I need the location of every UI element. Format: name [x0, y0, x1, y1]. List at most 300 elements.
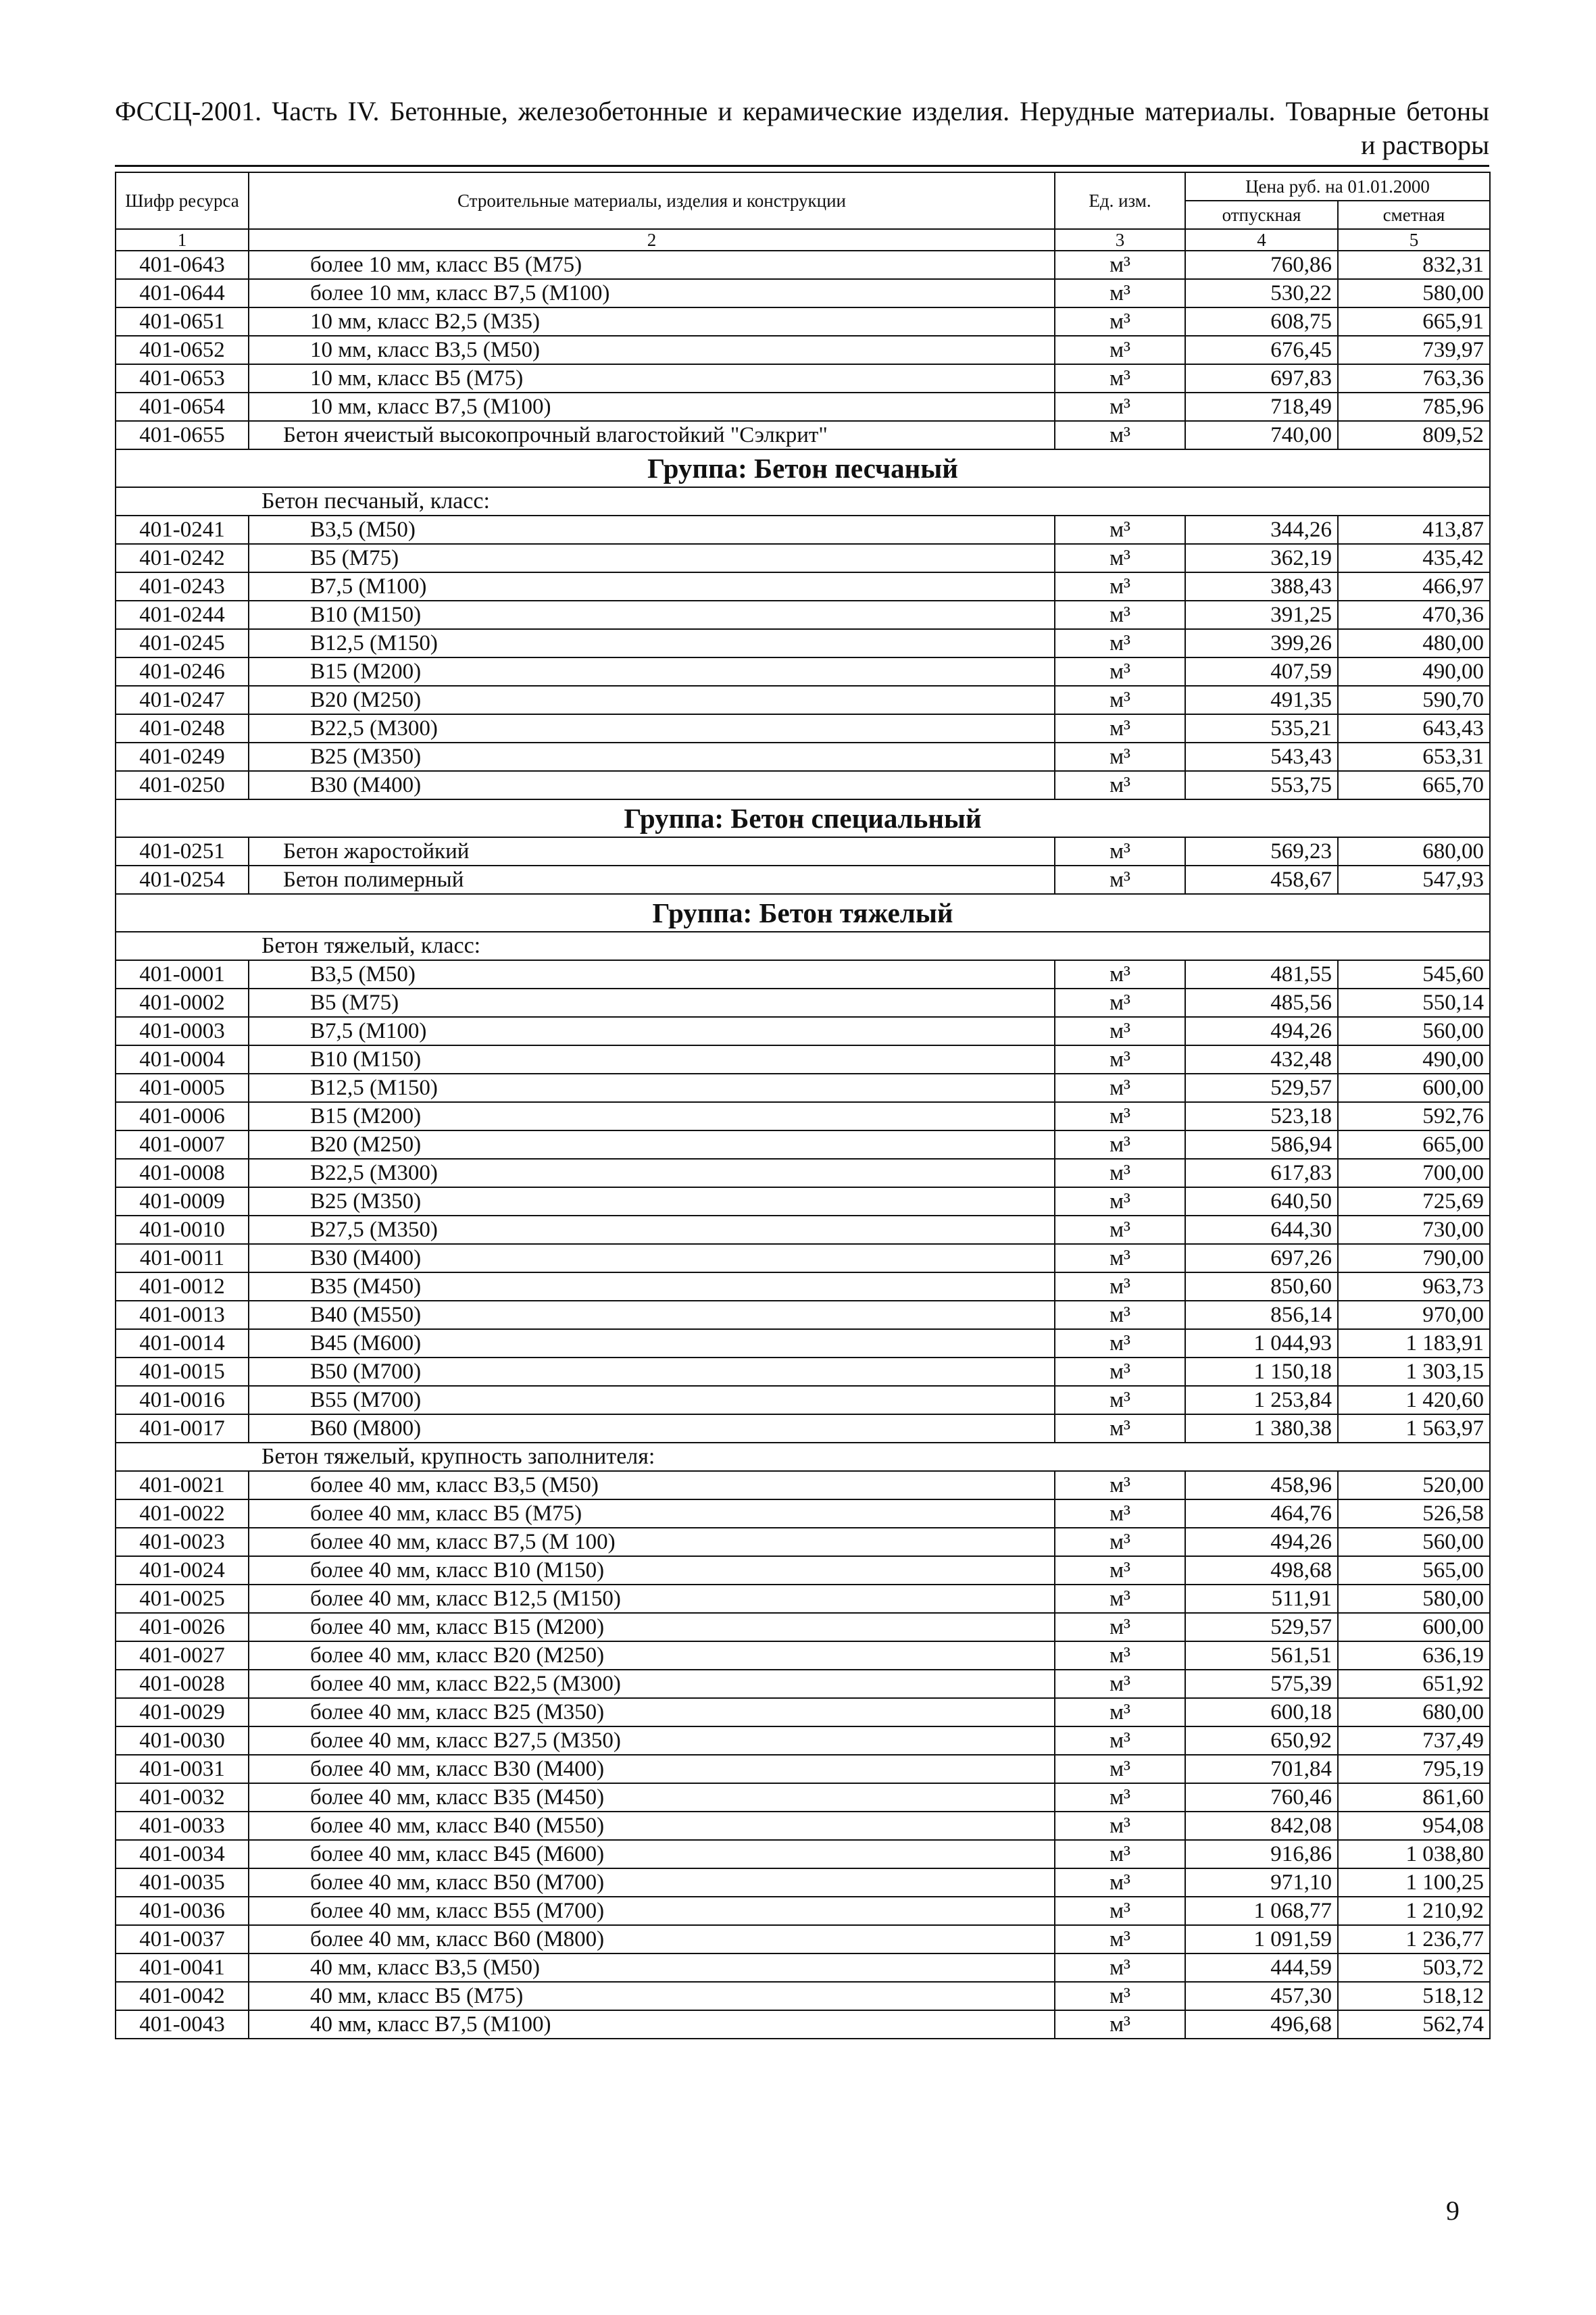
table-header: [116, 172, 1490, 251]
cell-unit: м³: [1055, 1953, 1185, 1982]
cell-estimate-price: 737,49: [1338, 1726, 1490, 1755]
cell-name: В5 (М75): [249, 544, 1055, 572]
table-row: [116, 1698, 1490, 1726]
cell-estimate-price: 700,00: [1338, 1159, 1490, 1187]
cell-estimate-price: 435,42: [1338, 544, 1490, 572]
cell-name: более 40 мм, класс В35 (М450): [249, 1783, 1055, 1812]
cell-name: более 40 мм, класс В3,5 (М50): [249, 1471, 1055, 1499]
cell-name: В7,5 (М100): [249, 1017, 1055, 1045]
cell-name: 10 мм, класс В5 (М75): [249, 364, 1055, 393]
cell-estimate-price: 651,92: [1338, 1670, 1490, 1698]
cell-release-price: 458,96: [1185, 1471, 1338, 1499]
cell-release-price: 535,21: [1185, 714, 1338, 743]
table-row: [116, 714, 1490, 743]
cell-release-price: 644,30: [1185, 1216, 1338, 1244]
cell-name: более 40 мм, класс В55 (М700): [249, 1897, 1055, 1925]
group-heading: Группа: Бетон специальный: [116, 799, 1490, 837]
cell-release-price: 650,92: [1185, 1726, 1338, 1755]
cell-estimate-price: 785,96: [1338, 393, 1490, 421]
subheading-row: [116, 1443, 1490, 1471]
cell-code: 401-0024: [116, 1556, 249, 1585]
cell-estimate-price: 490,00: [1338, 1045, 1490, 1074]
cell-release-price: 553,75: [1185, 771, 1338, 799]
cell-unit: м³: [1055, 1329, 1185, 1358]
cell-unit: м³: [1055, 307, 1185, 336]
page-header: [115, 95, 1489, 162]
cell-unit: м³: [1055, 1641, 1185, 1670]
group-heading-row: [116, 894, 1490, 932]
table-body: [116, 251, 1490, 2039]
cell-estimate-price: 954,08: [1338, 1812, 1490, 1840]
table-row: [116, 1556, 1490, 1585]
table-row: [116, 1272, 1490, 1301]
cell-code: 401-0033: [116, 1812, 249, 1840]
cell-name: 40 мм, класс В7,5 (М100): [249, 2010, 1055, 2039]
col-number: 1: [116, 229, 249, 251]
cell-name: В12,5 (М150): [249, 629, 1055, 657]
cell-estimate-price: 1 303,15: [1338, 1358, 1490, 1386]
cell-code: 401-0043: [116, 2010, 249, 2039]
cell-code: 401-0017: [116, 1414, 249, 1443]
cell-code: 401-0004: [116, 1045, 249, 1074]
table-row: [116, 771, 1490, 799]
cell-unit: м³: [1055, 1499, 1185, 1528]
cell-unit: м³: [1055, 1556, 1185, 1585]
cell-code: 401-0021: [116, 1471, 249, 1499]
table-row: [116, 1159, 1490, 1187]
table-row: [116, 393, 1490, 421]
cell-name: В35 (М450): [249, 1272, 1055, 1301]
cell-release-price: 464,76: [1185, 1499, 1338, 1528]
cell-unit: м³: [1055, 1982, 1185, 2010]
cell-code: 401-0651: [116, 307, 249, 336]
table-row: [116, 251, 1490, 279]
cell-release-price: 391,25: [1185, 601, 1338, 629]
table-row: [116, 1613, 1490, 1641]
cell-code: 401-0654: [116, 393, 249, 421]
cell-release-price: 511,91: [1185, 1585, 1338, 1613]
table-row: [116, 1670, 1490, 1698]
subheading: Бетон песчаный, класс:: [116, 487, 1490, 516]
cell-unit: м³: [1055, 743, 1185, 771]
cell-code: 401-0034: [116, 1840, 249, 1868]
cell-code: 401-0011: [116, 1244, 249, 1272]
cell-unit: м³: [1055, 516, 1185, 544]
cell-code: 401-0246: [116, 657, 249, 686]
cell-unit: м³: [1055, 1301, 1185, 1329]
table-row: [116, 743, 1490, 771]
cell-estimate-price: 963,73: [1338, 1272, 1490, 1301]
cell-name: более 40 мм, класс В45 (М600): [249, 1840, 1055, 1868]
cell-name: 10 мм, класс В2,5 (М35): [249, 307, 1055, 336]
cell-unit: м³: [1055, 1130, 1185, 1159]
table-row: [116, 1102, 1490, 1130]
cell-release-price: 718,49: [1185, 393, 1338, 421]
cell-name: В15 (М200): [249, 1102, 1055, 1130]
cell-release-price: 457,30: [1185, 1982, 1338, 2010]
cell-code: 401-0006: [116, 1102, 249, 1130]
table-row: [116, 336, 1490, 364]
table-row: [116, 364, 1490, 393]
cell-release-price: 529,57: [1185, 1074, 1338, 1102]
table-row: [116, 1329, 1490, 1358]
cell-unit: м³: [1055, 1159, 1185, 1187]
cell-release-price: 407,59: [1185, 657, 1338, 686]
cell-code: 401-0042: [116, 1982, 249, 2010]
cell-code: 401-0001: [116, 960, 249, 989]
cell-code: 401-0030: [116, 1726, 249, 1755]
cell-estimate-price: 592,76: [1338, 1102, 1490, 1130]
cell-unit: м³: [1055, 1272, 1185, 1301]
cell-release-price: 856,14: [1185, 1301, 1338, 1329]
cell-name: В55 (М700): [249, 1386, 1055, 1414]
cell-code: 401-0655: [116, 421, 249, 449]
cell-release-price: 388,43: [1185, 572, 1338, 601]
cell-name: более 10 мм, класс В5 (М75): [249, 251, 1055, 279]
col-release-header: отпускная: [1185, 201, 1338, 229]
cell-unit: м³: [1055, 629, 1185, 657]
cell-name: более 40 мм, класс В5 (М75): [249, 1499, 1055, 1528]
cell-release-price: 701,84: [1185, 1755, 1338, 1783]
cell-unit: м³: [1055, 837, 1185, 866]
subheading-row: [116, 932, 1490, 960]
cell-estimate-price: 560,00: [1338, 1017, 1490, 1045]
cell-code: 401-0644: [116, 279, 249, 307]
cell-code: 401-0247: [116, 686, 249, 714]
cell-unit: м³: [1055, 1783, 1185, 1812]
cell-code: 401-0031: [116, 1755, 249, 1783]
cell-code: 401-0643: [116, 251, 249, 279]
table-row: [116, 1953, 1490, 1982]
cell-release-price: 1 380,38: [1185, 1414, 1338, 1443]
table-row: [116, 1074, 1490, 1102]
cell-unit: м³: [1055, 1045, 1185, 1074]
cell-name: более 40 мм, класс В50 (М700): [249, 1868, 1055, 1897]
cell-unit: м³: [1055, 1216, 1185, 1244]
cell-name: В30 (М400): [249, 771, 1055, 799]
cell-code: 401-0250: [116, 771, 249, 799]
table-row: [116, 1755, 1490, 1783]
cell-code: 401-0248: [116, 714, 249, 743]
cell-code: 401-0009: [116, 1187, 249, 1216]
table-row: [116, 960, 1490, 989]
group-heading-row: [116, 799, 1490, 837]
cell-estimate-price: 413,87: [1338, 516, 1490, 544]
col-number: 4: [1185, 229, 1338, 251]
cell-estimate-price: 1 563,97: [1338, 1414, 1490, 1443]
cell-name: В3,5 (М50): [249, 516, 1055, 544]
cell-release-price: 676,45: [1185, 336, 1338, 364]
cell-name: Бетон ячеистый высокопрочный влагостойкий "Сэлкрит": [249, 421, 1055, 449]
table-row: [116, 1414, 1490, 1443]
cell-unit: м³: [1055, 544, 1185, 572]
cell-estimate-price: 600,00: [1338, 1613, 1490, 1641]
cell-estimate-price: 565,00: [1338, 1556, 1490, 1585]
cell-unit: м³: [1055, 1812, 1185, 1840]
cell-code: 401-0251: [116, 837, 249, 866]
table-row: [116, 629, 1490, 657]
cell-estimate-price: 545,60: [1338, 960, 1490, 989]
cell-release-price: 561,51: [1185, 1641, 1338, 1670]
cell-name: В50 (М700): [249, 1358, 1055, 1386]
cell-release-price: 1 068,77: [1185, 1897, 1338, 1925]
table-row: [116, 307, 1490, 336]
cell-release-price: 760,46: [1185, 1783, 1338, 1812]
col-number: 5: [1338, 229, 1490, 251]
cell-estimate-price: 1 100,25: [1338, 1868, 1490, 1897]
cell-unit: м³: [1055, 572, 1185, 601]
cell-code: 401-0023: [116, 1528, 249, 1556]
table-row: [116, 866, 1490, 894]
cell-unit: м³: [1055, 2010, 1185, 2039]
cell-code: 401-0015: [116, 1358, 249, 1386]
cell-release-price: 1 044,93: [1185, 1329, 1338, 1358]
group-heading-row: [116, 449, 1490, 487]
cell-name: более 40 мм, класс В10 (М150): [249, 1556, 1055, 1585]
cell-unit: м³: [1055, 279, 1185, 307]
cell-code: 401-0029: [116, 1698, 249, 1726]
cell-estimate-price: 526,58: [1338, 1499, 1490, 1528]
cell-estimate-price: 763,36: [1338, 364, 1490, 393]
table-row: [116, 1244, 1490, 1272]
cell-name: В30 (М400): [249, 1244, 1055, 1272]
table-row: [116, 1471, 1490, 1499]
cell-code: 401-0243: [116, 572, 249, 601]
table-row: [116, 1216, 1490, 1244]
cell-estimate-price: 550,14: [1338, 989, 1490, 1017]
cell-unit: м³: [1055, 601, 1185, 629]
cell-estimate-price: 653,31: [1338, 743, 1490, 771]
cell-unit: м³: [1055, 686, 1185, 714]
cell-name: более 40 мм, класс В7,5 (М 100): [249, 1528, 1055, 1556]
table-row: [116, 572, 1490, 601]
cell-code: 401-0245: [116, 629, 249, 657]
cell-estimate-price: 480,00: [1338, 629, 1490, 657]
header-title-line1: ФССЦ-2001. Часть IV. Бетонные, железобетонные и керамические изделия. Нерудные материалы. Товарные бетоны: [115, 96, 1489, 126]
table-row: [116, 1130, 1490, 1159]
table-row: [116, 1982, 1490, 2010]
cell-unit: м³: [1055, 251, 1185, 279]
cell-release-price: 575,39: [1185, 1670, 1338, 1698]
cell-unit: м³: [1055, 1755, 1185, 1783]
cell-name: В12,5 (М150): [249, 1074, 1055, 1102]
cell-estimate-price: 795,19: [1338, 1755, 1490, 1783]
table-row: [116, 1528, 1490, 1556]
cell-release-price: 760,86: [1185, 251, 1338, 279]
cell-unit: м³: [1055, 1840, 1185, 1868]
cell-unit: м³: [1055, 771, 1185, 799]
cell-code: 401-0028: [116, 1670, 249, 1698]
col-unit-header: Ед. изм.: [1055, 172, 1185, 229]
table-row: [116, 1897, 1490, 1925]
cell-name: В5 (М75): [249, 989, 1055, 1017]
cell-code: 401-0249: [116, 743, 249, 771]
cell-release-price: 485,56: [1185, 989, 1338, 1017]
cell-code: 401-0027: [116, 1641, 249, 1670]
cell-unit: м³: [1055, 1868, 1185, 1897]
cell-estimate-price: 518,12: [1338, 1982, 1490, 2010]
cell-name: В3,5 (М50): [249, 960, 1055, 989]
cell-estimate-price: 861,60: [1338, 1783, 1490, 1812]
cell-unit: м³: [1055, 393, 1185, 421]
cell-unit: м³: [1055, 1471, 1185, 1499]
cell-name: 40 мм, класс В3,5 (М50): [249, 1953, 1055, 1982]
cell-release-price: 543,43: [1185, 743, 1338, 771]
table-row: [116, 279, 1490, 307]
cell-name: В45 (М600): [249, 1329, 1055, 1358]
cell-release-price: 617,83: [1185, 1159, 1338, 1187]
cell-estimate-price: 490,00: [1338, 657, 1490, 686]
cell-release-price: 498,68: [1185, 1556, 1338, 1585]
cell-code: 401-0014: [116, 1329, 249, 1358]
cell-code: 401-0013: [116, 1301, 249, 1329]
cell-unit: м³: [1055, 336, 1185, 364]
group-heading: Группа: Бетон песчаный: [116, 449, 1490, 487]
cell-release-price: 850,60: [1185, 1272, 1338, 1301]
cell-estimate-price: 1 038,80: [1338, 1840, 1490, 1868]
cell-code: 401-0032: [116, 1783, 249, 1812]
cell-unit: м³: [1055, 960, 1185, 989]
subheading: Бетон тяжелый, класс:: [116, 932, 1490, 960]
cell-name: более 40 мм, класс В40 (М550): [249, 1812, 1055, 1840]
cell-unit: м³: [1055, 1897, 1185, 1925]
cell-name: более 40 мм, класс В60 (М800): [249, 1925, 1055, 1953]
cell-estimate-price: 580,00: [1338, 1585, 1490, 1613]
cell-name: В25 (М350): [249, 1187, 1055, 1216]
cell-estimate-price: 560,00: [1338, 1528, 1490, 1556]
cell-name: более 40 мм, класс В27,5 (М350): [249, 1726, 1055, 1755]
cell-estimate-price: 520,00: [1338, 1471, 1490, 1499]
cell-release-price: 494,26: [1185, 1017, 1338, 1045]
cell-unit: м³: [1055, 1670, 1185, 1698]
cell-name: В60 (М800): [249, 1414, 1055, 1443]
table-row: [116, 2010, 1490, 2039]
cell-code: 401-0016: [116, 1386, 249, 1414]
table-row: [116, 1045, 1490, 1074]
cell-name: В15 (М200): [249, 657, 1055, 686]
cell-estimate-price: 470,36: [1338, 601, 1490, 629]
cell-code: 401-0025: [116, 1585, 249, 1613]
cell-name: В25 (М350): [249, 743, 1055, 771]
cell-estimate-price: 643,43: [1338, 714, 1490, 743]
cell-release-price: 697,83: [1185, 364, 1338, 393]
cell-unit: м³: [1055, 1528, 1185, 1556]
cell-code: 401-0652: [116, 336, 249, 364]
table-row: [116, 516, 1490, 544]
table-row: [116, 1812, 1490, 1840]
cell-unit: м³: [1055, 364, 1185, 393]
table-row: [116, 421, 1490, 449]
cell-name: В40 (М550): [249, 1301, 1055, 1329]
cell-code: 401-0008: [116, 1159, 249, 1187]
cell-name: В10 (М150): [249, 601, 1055, 629]
cell-name: В10 (М150): [249, 1045, 1055, 1074]
cell-unit: м³: [1055, 421, 1185, 449]
table-row: [116, 544, 1490, 572]
cell-code: 401-0035: [116, 1868, 249, 1897]
cell-unit: м³: [1055, 1187, 1185, 1216]
table-row: [116, 1017, 1490, 1045]
cell-estimate-price: 970,00: [1338, 1301, 1490, 1329]
table-row: [116, 1386, 1490, 1414]
cell-name: 10 мм, класс В3,5 (М50): [249, 336, 1055, 364]
cell-name: Бетон жаростойкий: [249, 837, 1055, 866]
cell-estimate-price: 636,19: [1338, 1641, 1490, 1670]
cell-unit: м³: [1055, 866, 1185, 894]
cell-unit: м³: [1055, 1613, 1185, 1641]
cell-code: 401-0005: [116, 1074, 249, 1102]
table-row: [116, 1641, 1490, 1670]
cell-release-price: 971,10: [1185, 1868, 1338, 1897]
cell-name: более 40 мм, класс В12,5 (М150): [249, 1585, 1055, 1613]
cell-estimate-price: 680,00: [1338, 837, 1490, 866]
cell-estimate-price: 466,97: [1338, 572, 1490, 601]
cell-estimate-price: 547,93: [1338, 866, 1490, 894]
col-number: 3: [1055, 229, 1185, 251]
cell-name: В22,5 (М300): [249, 1159, 1055, 1187]
cell-name: В20 (М250): [249, 686, 1055, 714]
col-code-header: Шифр ресурса: [116, 172, 249, 229]
cell-unit: м³: [1055, 1585, 1185, 1613]
cell-unit: м³: [1055, 1074, 1185, 1102]
cell-code: 401-0022: [116, 1499, 249, 1528]
cell-code: 401-0026: [116, 1613, 249, 1641]
cell-release-price: 1 253,84: [1185, 1386, 1338, 1414]
cell-name: более 40 мм, класс В20 (М250): [249, 1641, 1055, 1670]
table-row: [116, 1301, 1490, 1329]
table-row: [116, 686, 1490, 714]
cell-unit: м³: [1055, 657, 1185, 686]
cell-code: 401-0037: [116, 1925, 249, 1953]
page-number: 9: [1446, 2195, 1460, 2226]
cell-code: 401-0007: [116, 1130, 249, 1159]
subheading: Бетон тяжелый, крупность заполнителя:: [116, 1443, 1490, 1471]
table-row: [116, 1187, 1490, 1216]
cell-estimate-price: 1 183,91: [1338, 1329, 1490, 1358]
cell-estimate-price: 665,70: [1338, 771, 1490, 799]
cell-release-price: 496,68: [1185, 2010, 1338, 2039]
cell-code: 401-0002: [116, 989, 249, 1017]
cell-unit: м³: [1055, 989, 1185, 1017]
cell-code: 401-0012: [116, 1272, 249, 1301]
cell-estimate-price: 680,00: [1338, 1698, 1490, 1726]
table-row: [116, 1726, 1490, 1755]
cell-release-price: 494,26: [1185, 1528, 1338, 1556]
table-row: [116, 601, 1490, 629]
table-row: [116, 989, 1490, 1017]
cell-release-price: 491,35: [1185, 686, 1338, 714]
group-heading: Группа: Бетон тяжелый: [116, 894, 1490, 932]
cell-code: 401-0003: [116, 1017, 249, 1045]
cell-release-price: 916,86: [1185, 1840, 1338, 1868]
cell-name: 10 мм, класс В7,5 (М100): [249, 393, 1055, 421]
cell-name: более 40 мм, класс В22,5 (М300): [249, 1670, 1055, 1698]
table-row: [116, 1585, 1490, 1613]
cell-release-price: 399,26: [1185, 629, 1338, 657]
cell-release-price: 344,26: [1185, 516, 1338, 544]
cell-release-price: 432,48: [1185, 1045, 1338, 1074]
cell-code: 401-0254: [116, 866, 249, 894]
table-row: [116, 1783, 1490, 1812]
cell-code: 401-0041: [116, 1953, 249, 1982]
header-title-line2: и растворы: [1361, 130, 1489, 160]
table-row: [116, 1840, 1490, 1868]
cell-release-price: 586,94: [1185, 1130, 1338, 1159]
cell-unit: м³: [1055, 1102, 1185, 1130]
cell-unit: м³: [1055, 1414, 1185, 1443]
cell-estimate-price: 790,00: [1338, 1244, 1490, 1272]
cell-estimate-price: 832,31: [1338, 251, 1490, 279]
